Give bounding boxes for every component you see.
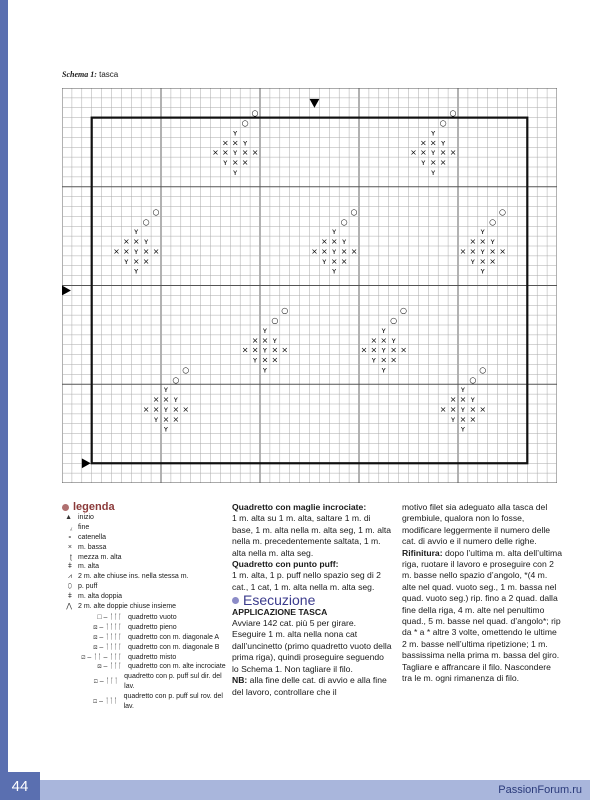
crossed-stitch-icon: ×	[212, 148, 219, 158]
crossed-stitch-icon: ×	[221, 148, 229, 158]
crossed-stitch-icon: ʏ	[430, 148, 436, 158]
legend-label: 2 m. alte chiuse ins. nella stessa m.	[78, 573, 189, 581]
legend-square-label: quadretto vuoto	[128, 614, 177, 622]
crossed-stitch-icon: ʏ	[173, 395, 179, 405]
legend-label: m. alta	[78, 563, 100, 571]
page-sidebar-stripe	[0, 0, 8, 800]
crossed-stitch-icon: ʏ	[470, 256, 476, 266]
legend-symbol-icon: ▲	[65, 514, 72, 522]
crossed-stitch-icon: ʏ	[153, 414, 159, 424]
crossed-stitch-icon: ×	[469, 237, 477, 247]
legend-symbol-list	[62, 513, 227, 611]
crossed-stitch-icon: ×	[320, 237, 328, 247]
chain-stitch-icon: ○	[350, 207, 358, 217]
chain-stitch-icon: ○	[400, 306, 408, 316]
legend-title: legenda	[73, 501, 115, 513]
crossed-stitch-icon: ʏ	[331, 246, 337, 256]
crossed-stitch-icon: ×	[439, 404, 447, 414]
legend-square-label: quadretto misto	[128, 653, 177, 661]
crossed-stitch-icon: ×	[340, 256, 348, 266]
crossed-stitch-icon: ×	[152, 404, 160, 414]
legend-symbol-icon: ʈ	[70, 553, 72, 561]
crossed-stitch-icon: ʏ	[143, 237, 149, 247]
crossed-stitch-icon: ×	[479, 256, 487, 266]
crossed-stitch-icon: ʏ	[381, 325, 387, 335]
chain-stitch-icon: ○	[271, 316, 279, 326]
end-arrow-icon	[82, 458, 91, 468]
start-arrow-icon	[310, 99, 320, 108]
para-finishing: dopo l’ultima m. alta dell’ultima riga, ruotare il lavoro e proseguire con 2 m. basse nello spazio d’angolo, *(4 m. alte nel quad. vuoto seg., 1 m. bassa nel quad. vuoto seg.) rip. fino a 2 quad. dalla fine della riga, 4 m. alte nel penultimo quad., 5 m. basse nel quad. d’angolo*; rip da * a * altre 3 volte, omettendo le ultime 2 m. basse nell’ultima ripetizione; 1 m. bassissima nella prima m. bassa del giro. Tagliare e affrancare il filo. Nascondere tra le m. ogni rimanenza di filo.	[402, 547, 562, 684]
crossed-stitch-icon: ʏ	[381, 365, 387, 375]
crossed-stitch-icon: ʏ	[480, 246, 486, 256]
chain-stitch-icon: ○	[281, 306, 289, 316]
crossed-stitch-icon: ʏ	[133, 227, 139, 237]
legend-square-item	[62, 692, 227, 712]
legend-square-icon: ⊡ – ᛙᛙᛙ	[93, 678, 119, 686]
crossed-stitch-icon: ×	[469, 404, 477, 414]
legend-item	[62, 523, 227, 533]
crossed-stitch-icon: ×	[142, 256, 150, 266]
legend-symbol-icon: ⋀	[66, 602, 72, 610]
crossed-stitch-icon: ×	[439, 158, 447, 168]
crossed-stitch-icon: ×	[241, 345, 249, 355]
chain-stitch-icon: ○	[172, 375, 180, 385]
crossed-stitch-icon: ×	[380, 355, 388, 365]
crossed-stitch-icon: ʏ	[232, 167, 238, 177]
legend-square-icon: ⧄ – ᛙᛙ – ᛙᛙᛙ	[81, 653, 122, 661]
legend-label: fine	[78, 524, 90, 532]
nb-label: NB:	[232, 675, 248, 686]
crossed-stitch-icon: ʏ	[123, 256, 129, 266]
chain-stitch-icon: ○	[152, 207, 160, 217]
legend-square-icon: ⊠ – ᛙᛙᛙᛙ	[93, 624, 122, 632]
subsection-title: APPLICAZIONE TASCA	[232, 606, 328, 617]
chain-stitch-icon: ○	[489, 217, 497, 227]
crossed-stitch-icon: ʏ	[430, 167, 436, 177]
crossed-stitch-icon: ×	[429, 138, 437, 148]
legend-item	[62, 543, 227, 553]
chain-stitch-icon: ○	[469, 375, 477, 385]
crossed-stitch-icon: ×	[122, 246, 130, 256]
chain-stitch-icon: ○	[251, 108, 259, 118]
legend-square-icon: □ – ᛙᛙᛙ	[97, 614, 122, 622]
crossed-stitch-icon: ×	[261, 355, 269, 365]
legend-label: mezza m. alta	[78, 553, 122, 561]
chain-stitch-icon: ○	[390, 316, 398, 326]
legend-symbol-icon: ⁁	[70, 524, 72, 532]
crossed-stitch-icon: ×	[241, 148, 249, 158]
crossed-stitch-icon: ʏ	[272, 335, 278, 345]
crossed-stitch-icon: ×	[251, 335, 259, 345]
legend-column	[62, 502, 227, 711]
chain-stitch-icon: ○	[142, 217, 150, 227]
legend-square-item	[62, 613, 227, 623]
legend-label: m. alta doppia	[78, 592, 122, 600]
crossed-stitch-icon: ʏ	[391, 335, 397, 345]
side-arrow-icon	[62, 286, 71, 296]
para-puff: 1 m. alta, 1 p. puff nello spazio seg di 2 cat., 1 cat, 1 m. alta nella m. alta seg.	[232, 570, 381, 592]
crossed-stitch-icon: ×	[320, 246, 328, 256]
legend-label: p. puff	[78, 582, 98, 590]
crossed-stitch-icon: ʏ	[490, 237, 496, 247]
crossed-stitch-icon: ×	[172, 414, 180, 424]
crossed-stitch-icon: ʏ	[450, 414, 456, 424]
legend-square-list	[62, 613, 227, 711]
chart-caption	[62, 70, 118, 79]
crossed-stitch-icon: ×	[370, 335, 378, 345]
legend-square-icon: ⊠ – ᛙᛙᛙ	[97, 663, 122, 671]
crossed-stitch-icon: ×	[152, 395, 160, 405]
crossed-stitch-icon: ×	[162, 395, 170, 405]
crossed-stitch-icon: ×	[469, 414, 477, 424]
legend-label: inizio	[78, 514, 94, 522]
legend-square-item	[62, 653, 227, 663]
para-application: Avviare 142 cat. più 5 per girare. Eseguire 1 m. alta nella nona cat dall’uncinetto (primo quadretto vuoto della prima riga), quindi proseguire seguendo lo Schema 1. Non tagliare il filo.	[232, 618, 392, 674]
crossed-stitch-icon: ×	[251, 148, 259, 158]
chain-stitch-icon: ○	[449, 108, 457, 118]
crossed-stitch-icon: ʏ	[163, 385, 169, 395]
legend-symbol-icon: ⩘	[68, 573, 72, 581]
crossed-stitch-icon: ×	[459, 414, 467, 424]
crossed-stitch-icon: ×	[400, 345, 407, 355]
legend-heading	[62, 502, 227, 513]
legend-square-label: quadretto con p. puff sul rov. del lav.	[123, 692, 223, 710]
para-motif: motivo filet sia adeguato alla tasca del grembiule, qualora non lo fosse, modificare leggermente il numero delle cat. di avvio e il numero delle righe.	[402, 502, 551, 547]
legend-square-label: quadretto con m. diagonale A	[128, 633, 220, 641]
crossed-stitch-icon: ×	[330, 237, 338, 247]
crossed-stitch-icon: ʏ	[470, 395, 476, 405]
watermark: PassionForum.ru	[498, 784, 582, 796]
legend-symbol-icon: ×	[67, 543, 72, 551]
crossed-stitch-icon: ʏ	[222, 158, 228, 168]
crossed-stitch-icon: ×	[380, 335, 388, 345]
crossed-stitch-icon: ×	[489, 246, 497, 256]
legend-square-icon: ⊠ – ᛙᛙᛙᛙ	[93, 643, 122, 651]
crossed-stitch-icon: ʏ	[460, 424, 466, 434]
crossed-stitch-icon: ×	[390, 345, 398, 355]
chain-stitch-icon: ○	[439, 118, 447, 128]
crossed-stitch-icon: ×	[281, 345, 289, 355]
legend-square-item	[62, 662, 227, 672]
chain-stitch-icon: ○	[499, 207, 507, 217]
caption-bold: Schema 1:	[62, 70, 97, 79]
bullet-icon	[232, 597, 239, 604]
crossed-stitch-icon: ×	[142, 404, 150, 414]
crossed-stitch-icon: ×	[410, 148, 417, 158]
crossed-stitch-icon: ×	[439, 148, 447, 158]
chain-stitch-icon: ○	[241, 118, 249, 128]
filet-chart	[62, 88, 557, 483]
legend-square-label: quadretto con p. puff sul dir. del lav.	[124, 673, 222, 690]
chain-stitch-icon: ○	[182, 365, 190, 375]
legend-square-item	[62, 623, 227, 633]
crossed-stitch-icon: ×	[122, 237, 130, 247]
section-title: Esecuzione	[243, 592, 316, 609]
crossed-stitch-icon: ʏ	[331, 227, 337, 237]
crossed-stitch-icon: ʏ	[440, 138, 446, 148]
crossed-stitch-icon: ×	[231, 138, 239, 148]
crossed-stitch-icon: ×	[390, 355, 398, 365]
nb-text: alla fine delle cat. di avvio e alla fine del lavoro, controllare che il	[232, 675, 387, 697]
crossed-stitch-icon: ×	[271, 355, 279, 365]
caption-text: tasca	[96, 70, 119, 79]
crossed-stitch-icon: ×	[251, 345, 259, 355]
legend-item	[62, 513, 227, 523]
page-number: 44	[0, 772, 40, 800]
crossed-stitch-icon: ʏ	[252, 355, 258, 365]
legend-square-item	[62, 633, 227, 643]
crossed-stitch-icon: ×	[231, 158, 239, 168]
crossed-stitch-icon: ×	[311, 246, 318, 256]
chain-stitch-icon: ○	[340, 217, 348, 227]
crossed-stitch-icon: ×	[459, 395, 467, 405]
crossed-stitch-icon: ×	[499, 246, 506, 256]
heading-finishing: Rifinitura:	[402, 547, 443, 558]
legend-label: catenella	[78, 534, 107, 541]
crossed-stitch-icon: ×	[132, 256, 140, 266]
chain-stitch-icon: ○	[479, 365, 487, 375]
crossed-stitch-icon: ×	[350, 246, 358, 256]
crossed-stitch-icon: ʏ	[163, 424, 169, 434]
crossed-stitch-icon: ʏ	[480, 227, 486, 237]
crossed-stitch-icon: ʏ	[262, 345, 268, 355]
crossed-stitch-icon: ×	[113, 246, 120, 256]
heading-puff: Quadretto con punto puff:	[232, 559, 339, 570]
crossed-stitch-icon: ×	[142, 246, 150, 256]
crossed-stitch-icon: ʏ	[232, 128, 238, 138]
crossed-stitch-icon: ×	[489, 256, 497, 266]
crossed-stitch-icon: ×	[221, 138, 229, 148]
crossed-stitch-icon: ʏ	[321, 256, 327, 266]
crossed-stitch-icon: ʏ	[460, 385, 466, 395]
heading-crossed: Quadretto con maglie incrociate:	[232, 502, 367, 512]
crossed-stitch-icon: ʏ	[430, 128, 436, 138]
crossed-stitch-icon: ʏ	[381, 345, 387, 355]
legend-square-label: quadretto con m. alte incrociate	[128, 663, 226, 671]
crossed-stitch-icon: ×	[449, 404, 457, 414]
crossed-stitch-icon: ×	[479, 404, 487, 414]
text-column-3	[402, 502, 562, 685]
crossed-stitch-icon: ʏ	[242, 138, 248, 148]
crossed-stitch-icon: ×	[419, 148, 427, 158]
crossed-stitch-icon: ×	[132, 237, 140, 247]
legend-item	[62, 582, 227, 592]
legend-item	[62, 553, 227, 563]
legend-square-label: quadretto pieno	[128, 624, 177, 632]
crossed-stitch-icon: ×	[152, 246, 160, 256]
crossed-stitch-icon: ×	[182, 404, 190, 414]
legend-item	[62, 562, 227, 572]
legend-item	[62, 592, 227, 602]
crossed-stitch-icon: ×	[459, 246, 467, 256]
crossed-stitch-icon: ×	[261, 335, 269, 345]
crossed-stitch-icon: ʏ	[163, 404, 169, 414]
legend-square-label: quadretto con m. diagonale B	[128, 643, 220, 651]
legend-symbol-icon: ∘	[67, 534, 72, 541]
crossed-stitch-icon: ×	[172, 404, 180, 414]
crossed-stitch-icon: ʏ	[232, 148, 238, 158]
legend-symbol-icon: ⬯	[67, 582, 72, 590]
crossed-stitch-icon: ×	[429, 158, 437, 168]
legend-square-icon: ⊡ – ᛙᛙᛙ	[92, 697, 118, 705]
crossed-stitch-icon: ×	[271, 345, 279, 355]
crossed-stitch-icon: ×	[360, 345, 368, 355]
crossed-stitch-icon: ʏ	[341, 237, 347, 247]
legend-square-item	[62, 643, 227, 653]
crossed-stitch-icon: ʏ	[133, 246, 139, 256]
legend-label: 2 m. alte doppie chiuse insieme	[78, 602, 177, 610]
text-column-2	[232, 502, 392, 698]
filet-grid	[62, 88, 557, 483]
crossed-stitch-icon: ʏ	[371, 355, 377, 365]
crossed-stitch-icon: ʏ	[480, 266, 486, 276]
legend-symbol-icon: ǂ	[67, 563, 72, 571]
crossed-stitch-icon: ×	[330, 256, 338, 266]
legend-label: m. bassa	[78, 543, 107, 551]
crossed-stitch-icon: ×	[469, 246, 477, 256]
crossed-stitch-icon: ʏ	[331, 266, 337, 276]
para-crossed: 1 m. alta su 1 m. alta, saltare 1 m. di base, 1 m. alta nella m. alta seg, 1 m. alta nella m. precedentemente saltata, 1 m. alta nella m. alta seg.	[232, 513, 392, 558]
crossed-stitch-icon: ×	[449, 148, 457, 158]
crossed-stitch-icon: ʏ	[262, 365, 268, 375]
crossed-stitch-icon: ×	[449, 395, 457, 405]
crossed-stitch-icon: ×	[370, 345, 378, 355]
legend-symbol-icon: ǂ	[67, 592, 72, 600]
crossed-stitch-icon: ×	[479, 237, 487, 247]
crossed-stitch-icon: ×	[340, 246, 348, 256]
legend-square-icon: ⊠ – ᛙᛙᛙᛙ	[93, 633, 122, 641]
legend-item	[62, 602, 227, 612]
crossed-stitch-icon: ʏ	[420, 158, 426, 168]
crossed-stitch-icon: ʏ	[262, 325, 268, 335]
crossed-stitch-icon: ×	[419, 138, 427, 148]
crossed-stitch-icon: ʏ	[460, 404, 466, 414]
section-heading	[232, 592, 392, 609]
crossed-stitch-icon: ʏ	[133, 266, 139, 276]
crossed-stitch-icon: ×	[241, 158, 249, 168]
legend-item	[62, 533, 227, 543]
crossed-stitch-icon: ×	[162, 414, 170, 424]
bullet-icon	[62, 504, 69, 511]
legend-item	[62, 572, 227, 582]
legend-square-item	[62, 672, 227, 692]
